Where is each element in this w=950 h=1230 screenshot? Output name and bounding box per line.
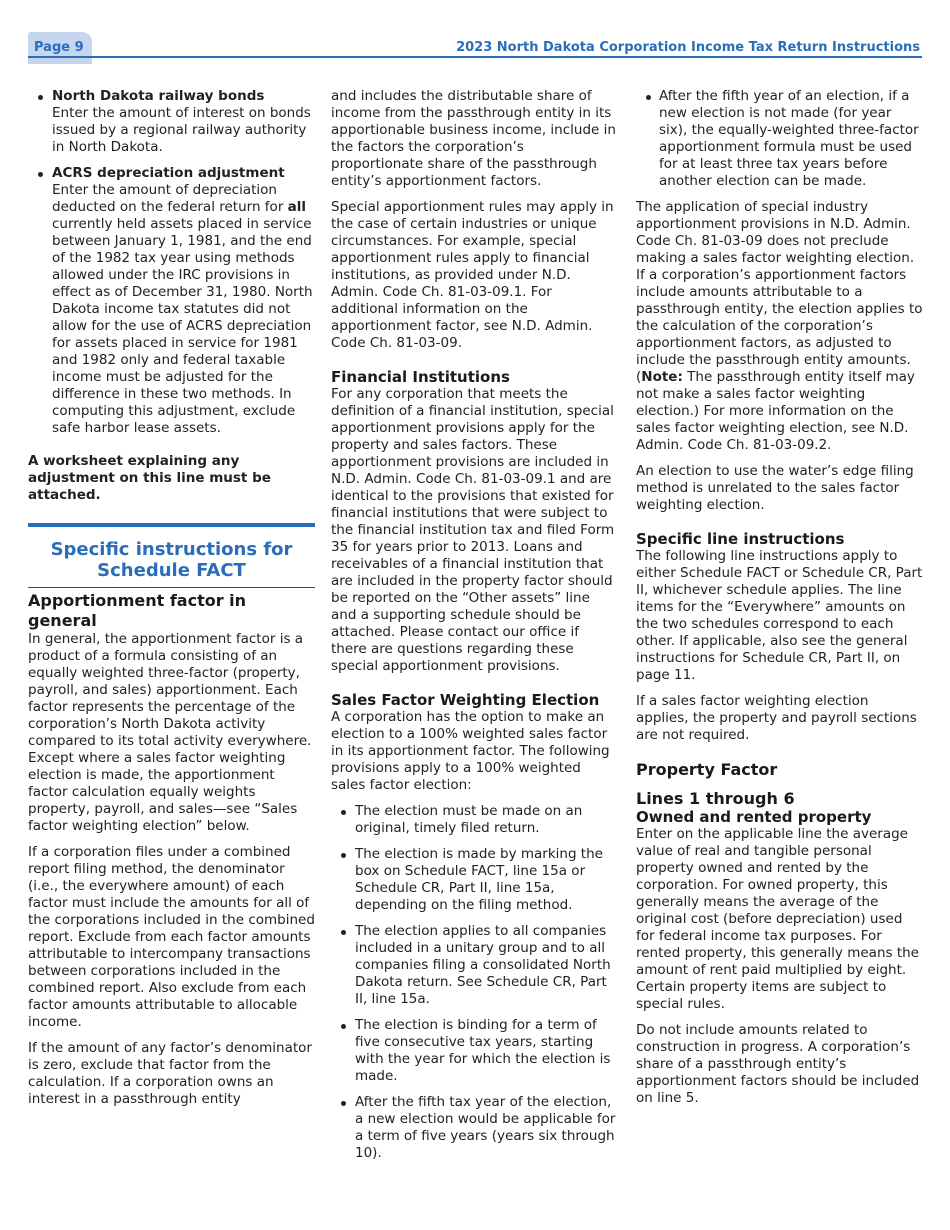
section-title-line: Specific instructions for <box>50 539 293 560</box>
bullet-list <box>28 88 315 437</box>
bullet-title: ACRS depreciation adjustment <box>52 165 285 181</box>
section-title <box>28 539 315 581</box>
paragraph: A corporation has the option to make an election to a 100% weighted sales factor in its apportionment factor. The following provisions apply to a 100% weighted sales factor election: <box>331 709 610 793</box>
section-divider <box>28 587 315 588</box>
sales-factor-heading: Sales Factor Weighting Election <box>331 691 600 709</box>
list-item: The election applies to all companies included in a unitary group and to all companies filing a consolidated North Dakota return. See Schedule CR, Part II, line 15a. <box>331 923 616 1008</box>
paragraph: If a sales factor weighting election applies, the property and payroll sections are not required. <box>636 693 917 743</box>
note-label: Note: <box>641 369 683 385</box>
list-item: The election is made by marking the box on Schedule FACT, line 15a or Schedule CR, Part II, line 15a, depending on the filing method. <box>331 846 616 914</box>
list-item <box>28 165 315 437</box>
paragraph: Special apportionment rules may apply in the case of certain industries or unique circumstances. For example, special apportionment rules apply to financial institutions, as provided under N.D. Admin. Code Ch. 81-03-09.1. For additional information on the apportionment factor, see N.D. Admin. Code Ch. 81-03-09. <box>331 199 614 351</box>
property-factor-heading: Property Factor <box>636 760 778 779</box>
page-number-tab <box>28 32 92 64</box>
list-item <box>28 88 315 156</box>
page-header <box>28 32 922 64</box>
list-item: The election is binding for a term of five consecutive tax years, starting with the year for which the election is made. <box>331 1017 616 1085</box>
bullet-text: currently held assets placed in service between January 1, 1981, and the end of the 1982 tax year using methods allowed under the IRC provisions in effect as of December 31, 1980. North Dakota income tax statutes did not allow for the use of ACRS depreciation for assets placed in service for 1981 and 1982 only and federal taxable income must be adjusted for the difference in these two methods. In computing this adjustment, exclude safe harbor lease assets. <box>52 216 313 436</box>
list-item: After the fifth tax year of the election, a new election would be applicable for a term of five years (years six through 10). <box>331 1094 616 1162</box>
bullet-list <box>636 88 924 190</box>
bullet-text: Enter the amount of interest on bonds issued by a regional railway authority in North Dakota. <box>52 105 311 155</box>
paragraph: For any corporation that meets the definition of a financial institution, special apportionment provisions apply for the property and sales factors. These apportionment provisions are included in N.D. Admin. Code Ch. 81-03-09.1 and are identical to the provisions that existed for financial institutions that were subject to the financial institution tax and filed Form 35 for years prior to 2013. Loans and receivables of a financial institution that are included in the property factor should be reported on the “Other assets” line and a supporting schedule should be attached. Please contact our office if there are questions regarding these special apportionment provisions. <box>331 386 615 674</box>
list-item: After the fifth year of an election, if a new election is not made (for year six), the equally-weighted three-factor apportionment formula must be used for at least three tax years before another election can be made. <box>636 88 924 190</box>
paragraph: If a corporation files under a combined report filing method, the denominator (i.e., the everywhere amount) of each factor must include the amounts for all of the corporations included in the combined report. Exclude from each factor amounts attributable to intercompany transactions between corporations included in the combined report. Also exclude from each factor amounts attributable to allocable income. <box>28 844 315 1030</box>
paragraph: and includes the distributable share of income from the passthrough entity in its apportionable business income, include in the factors the corporation’s proportionate share of the passthrough entity’s apportionment factors. <box>331 88 616 189</box>
paragraph: Do not include amounts related to construction in progress. A corporation’s share of a passthrough entity’s apportionment factors should be included on line 5. <box>636 1022 920 1106</box>
list-item: The election must be made on an original, timely filed return. <box>331 803 616 837</box>
page-number: Page 9 <box>34 40 84 55</box>
bullet-title: North Dakota railway bonds <box>52 88 265 104</box>
column-left <box>28 88 315 1117</box>
financial-institutions-heading: Financial Institutions <box>331 368 510 386</box>
paragraph-text: The application of special industry apportionment provisions in N.D. Admin. Code Ch. 81-03-09 does not preclude making a sales factor weighting election. If a corporation’s apportionment factors include amounts attributable to a passthrough entity, the election applies to the calculation of the corporation’s apportionment factors, as adjusted to include the passthrough entity amounts. ( <box>636 199 923 385</box>
lines-heading: Lines 1 through 6 <box>636 789 795 808</box>
paragraph: The following line instructions apply to either Schedule FACT or Schedule CR, Part II, whichever schedule applies. The line items for the “Everywhere” amounts on the two schedules correspond to each other. If applicable, also see the general instructions for Schedule CR, Part II, on page 11. <box>636 548 923 683</box>
paragraph-text: The passthrough entity itself may not make a sales factor weighting election.) For more information on the sales factor weighting election, see N.D. Admin. Code Ch. 81-03-09.2. <box>636 369 915 453</box>
column-right <box>636 88 924 1116</box>
paragraph: If the amount of any factor’s denominator is zero, exclude that factor from the calculation. If a corporation owns an interest in a passthrough entity <box>28 1040 312 1107</box>
line-instructions-heading: Specific line instructions <box>636 530 845 548</box>
paragraph: Enter on the applicable line the average value of real and tangible personal property owned and rented by the corporation. For owned property, this generally means the average of the original cost (before depreciation) used for federal income tax purposes. For rented property, this generally means the amount of rent paid multiplied by eight. Certain property items are subject to special rules. <box>636 826 919 1012</box>
bullet-list <box>331 803 616 1162</box>
document-title: 2023 North Dakota Corporation Income Tax Return Instructions <box>456 40 920 55</box>
worksheet-note: A worksheet explaining any adjustment on this line must be attached. <box>28 453 271 503</box>
paragraph: An election to use the water’s edge filing method is unrelated to the sales factor weighting election. <box>636 463 914 513</box>
subsection-heading: Apportionment factor in general <box>28 591 247 630</box>
bullet-text: Enter the amount of depreciation deducted on the federal return for <box>52 182 288 215</box>
header-rule <box>28 56 922 58</box>
owned-rented-heading: Owned and rented property <box>636 808 872 826</box>
section-rule <box>28 523 315 527</box>
section-title-line: Schedule FACT <box>97 560 246 581</box>
column-middle <box>331 88 616 1171</box>
paragraph <box>636 199 924 454</box>
paragraph: In general, the apportionment factor is a product of a formula consisting of an equally weighted three-factor (property, payroll, and sales) apportionment. Each factor represents the percentage of the corporation’s North Dakota activity compared to its total activity everywhere. Except where a sales factor weighting election is made, the apportionment factor calculation equally weights property, payroll, and sales—see “Sales factor weighting election” below. <box>28 631 312 834</box>
bullet-text-emphasis: all <box>287 199 307 215</box>
